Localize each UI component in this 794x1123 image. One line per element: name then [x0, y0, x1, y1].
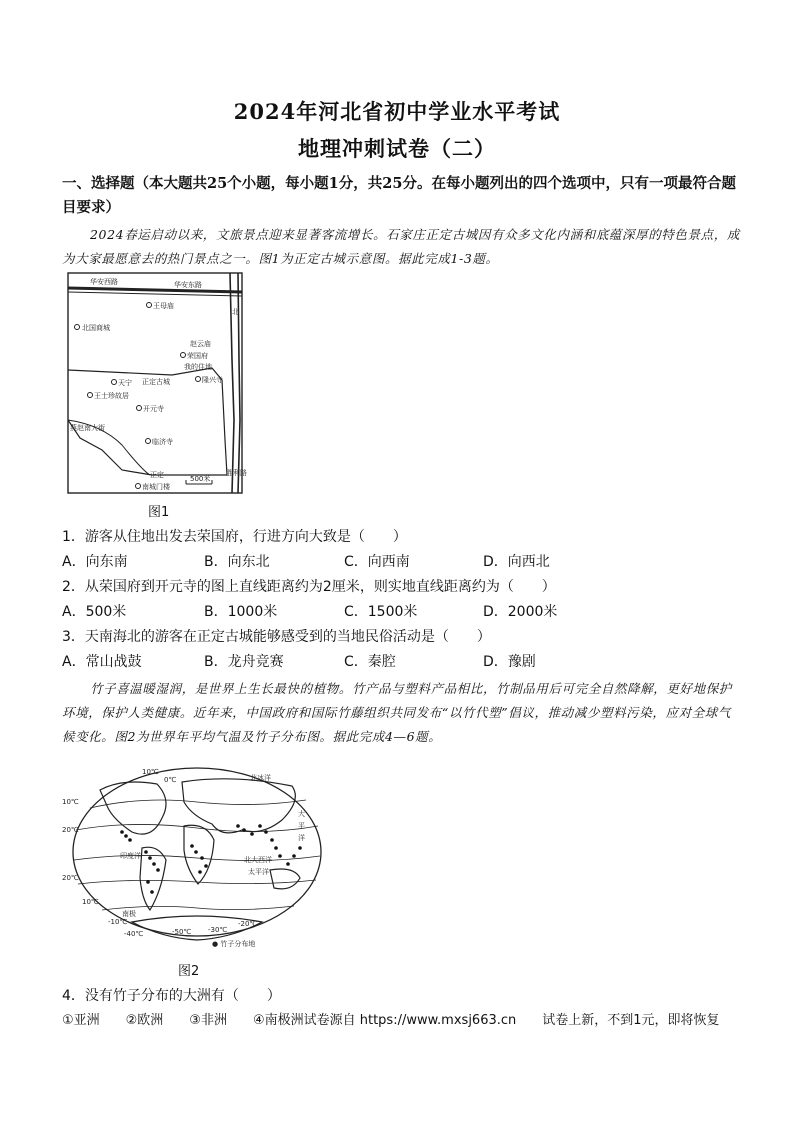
label-indian: 印度洋 — [120, 852, 141, 860]
label-home: 我的住地 — [184, 363, 212, 371]
label-minus-50c: -50℃ — [172, 928, 192, 936]
q4-options: ①亚洲 ②欧洲 ③非洲 ④南极洲试卷源自 https://www.mxsj663.cn 试卷上新，不到1元，即将恢复 — [62, 1013, 720, 1028]
label-minus-30c: -30℃ — [208, 926, 228, 934]
q1-option-a: A．向东南 — [62, 554, 128, 570]
q2-option-d: D．2000米 — [483, 604, 558, 620]
exam-subtitle: 地理冲刺试卷（二） — [298, 136, 496, 161]
label-zhengding-city: 正定古城 — [142, 378, 170, 386]
q1-option-d: D．向西北 — [483, 554, 550, 570]
label-arctic: 北冰洋 — [250, 774, 271, 782]
q2-option-b: B．1000米 — [204, 604, 278, 620]
label-beiguo: 北国商城 — [82, 324, 110, 332]
label-road-east: 华安东路 — [174, 281, 202, 289]
label-rongguo: 荣国府 — [187, 352, 208, 360]
figure-2-caption: 图2 — [178, 964, 200, 979]
figure-2-world-map — [62, 760, 332, 950]
label-minus-20c: -20℃ — [238, 920, 258, 928]
label-scale: 500米 — [190, 475, 211, 483]
label-10c-bottom: 10℃ — [82, 898, 99, 906]
q2-option-a: A．500米 — [62, 604, 127, 620]
passage-2: 竹子喜温暖湿润，是世界上生长最快的植物。竹产品与塑料产品相比，竹制品用后可完全自然降解，更好地保护环境，保护人类健康。近年来，中国政府和国际竹藤组织共同发布“以竹代塑”倡议，推动减少塑料污染，应对全球气候变化。图2为世界年平均气温及竹子分布图。据此完成4—6题。 — [62, 681, 732, 744]
section-heading: 一、选择题（本大题共25个小题，每小题1分，共25分。在每小题列出的四个选项中，只有一项最符合题目要求） — [62, 175, 736, 216]
label-minus-40c: -40℃ — [124, 930, 144, 938]
question-4-stem: 4．没有竹子分布的大洲有（ ） — [62, 988, 281, 1004]
label-yang: 洋 — [298, 834, 305, 842]
label-tianning: 天宁 — [118, 379, 132, 387]
label-pacific: 太平洋 — [248, 868, 269, 876]
label-wangmu: 王母庙 — [153, 302, 174, 310]
label-minus-10c: -10℃ — [108, 918, 128, 926]
question-1-stem: 1．游客从住地出发去荣国府，行进方向大致是（ ） — [62, 529, 407, 545]
label-road-ns: 北 — [232, 308, 239, 316]
label-kaiyuan: 开元寺 — [143, 405, 164, 413]
label-20c-left-2: 20℃ — [62, 874, 79, 882]
exam-title: 2024年河北省初中学业水平考试 — [233, 99, 561, 124]
label-zhaoyun: 赵云庙 — [190, 340, 211, 348]
q1-option-b: B．向东北 — [204, 554, 270, 570]
label-south-gate: 南城门楼 — [142, 483, 170, 491]
label-road-west: 华安西路 — [90, 278, 118, 286]
label-atlantic: 北大西洋 — [244, 856, 272, 864]
q3-option-c: C．秦腔 — [344, 654, 396, 670]
legend-bamboo: ● 竹子分布地 — [212, 940, 256, 948]
label-0c: 0℃ — [164, 776, 177, 784]
figure-1-map — [62, 270, 248, 498]
label-da: 大 — [298, 810, 305, 818]
q3-option-d: D．豫剧 — [483, 654, 536, 670]
question-3-stem: 3．天南海北的游客在正定古城能够感受到的当地民俗活动是（ ） — [62, 629, 491, 645]
q3-option-b: B．龙舟竞赛 — [204, 654, 284, 670]
label-longxing: 隆兴寺 — [202, 376, 223, 384]
label-10c-left: 10℃ — [62, 798, 79, 806]
label-side-west: 燕赵南大街 — [70, 424, 105, 432]
label-linji: 临济寺 — [152, 438, 173, 446]
label-wangshi: 王士珍故居 — [94, 392, 129, 400]
label-south-gate-top: 正定 — [150, 471, 164, 479]
label-ping: 平 — [298, 822, 305, 830]
figure-1-caption: 图1 — [148, 505, 170, 520]
label-side-east: 胜利路 — [226, 469, 247, 477]
label-20c-left: 20℃ — [62, 826, 79, 834]
question-2-stem: 2．从荣国府到开元寺的图上直线距离约为2厘米，则实地直线距离约为（ ） — [62, 579, 556, 595]
label-10c-top: 10℃ — [142, 768, 159, 776]
label-antarctic: 南极 — [122, 910, 136, 918]
q1-option-c: C．向西南 — [344, 554, 410, 570]
passage-1: 2024春运启动以来，文旅景点迎来显著客流增长。石家庄正定古城因有众多文化内涵和底蕴深厚的特色景点，成为大家最愿意去的热门景点之一。图1为正定古城示意图。据此完成1-3题。 — [62, 227, 740, 266]
q3-option-a: A．常山战鼓 — [62, 654, 142, 670]
q2-option-c: C．1500米 — [344, 604, 418, 620]
